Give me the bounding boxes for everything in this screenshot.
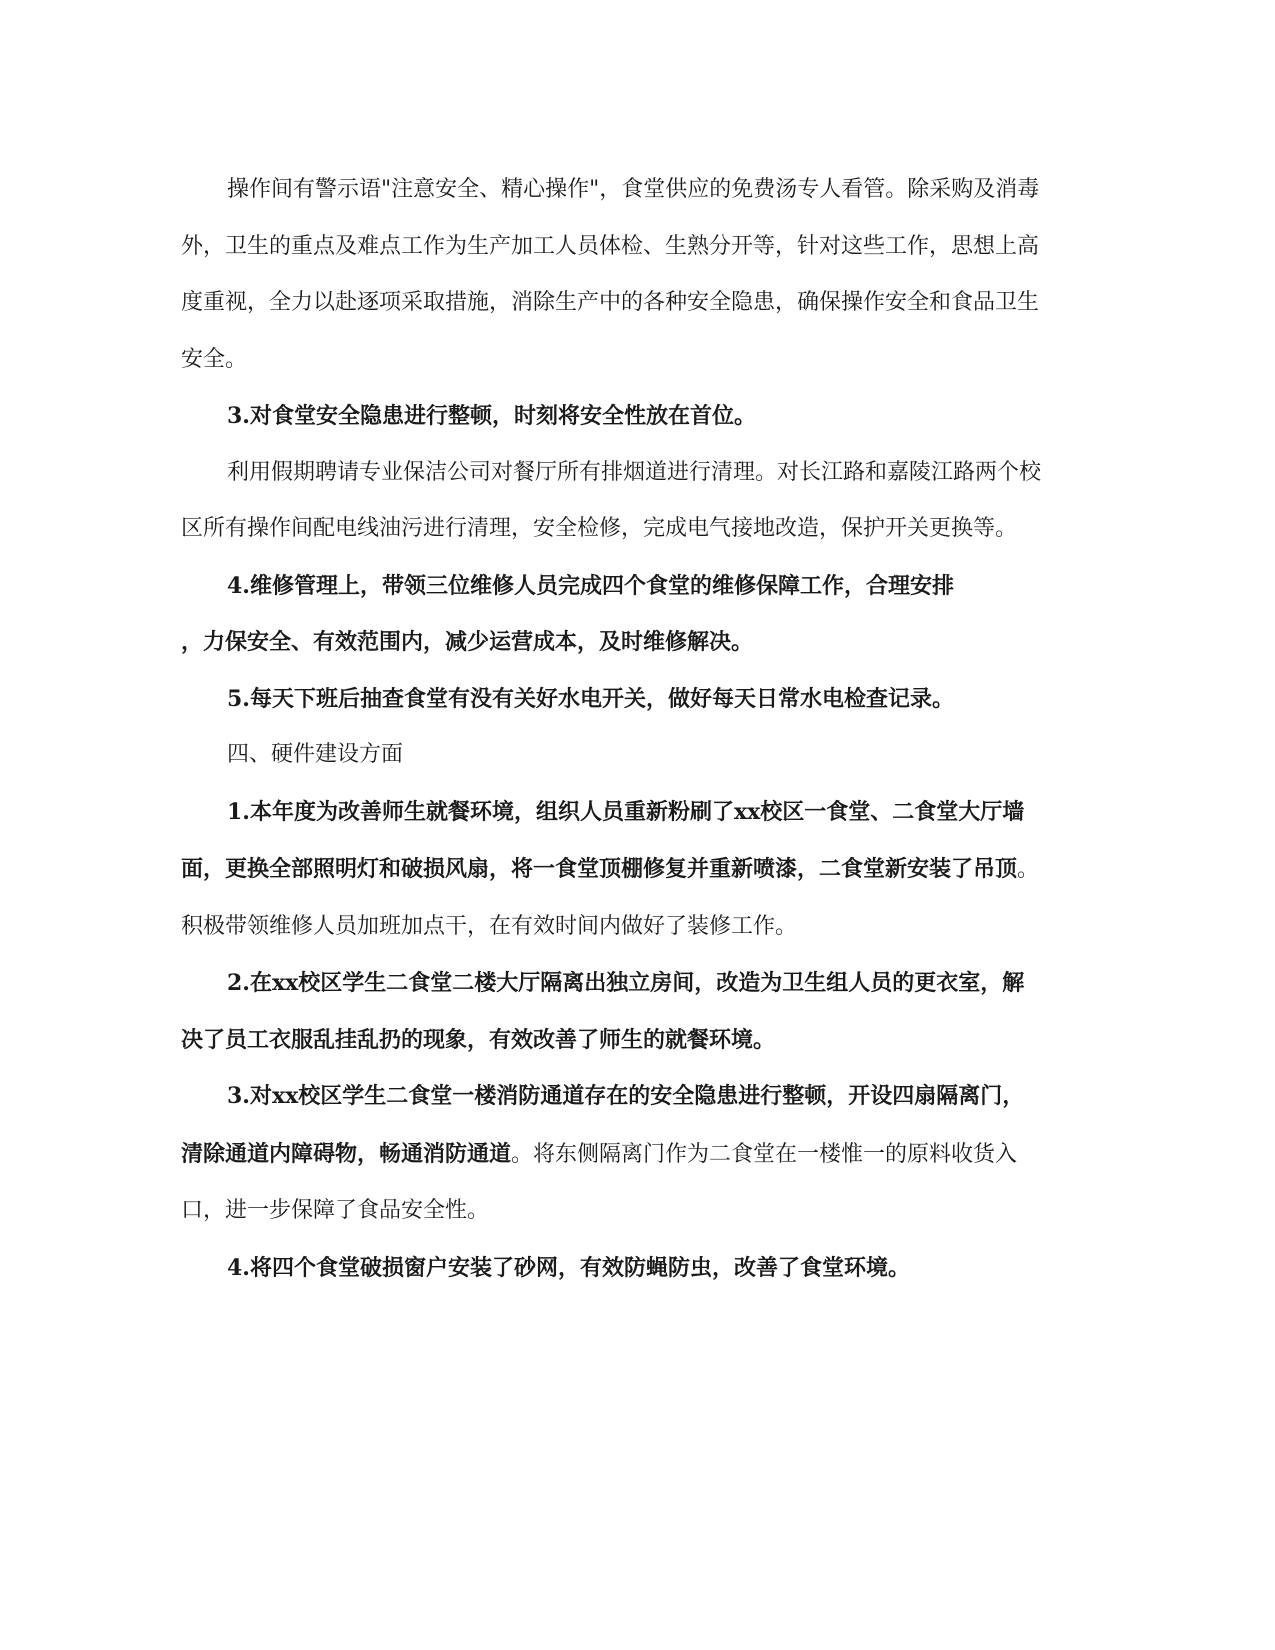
para-1: 操作间有警示语"注意安全、精心操作"，食堂供应的免费汤专人看管。除采购及消毒外，卫生的重点及难点工作为生产加工人员体检、生熟分开等，针对这些工作，思想上高度重视，全力以赴逐项采取措施，消除生产中的各种安全隐患，确保操作安全和食品卫生安全。	[181, 177, 1040, 372]
para-3-body: 利用假期聘请专业保洁公司对餐厅所有排烟道进行清理。对长江路和嘉陵江路两个校区所有操作间配电线油污进行清理，安全检修，完成电气接地改造，保护开关更换等。	[181, 459, 1042, 541]
heading-5: 5.每天下班后抽查食堂有没有关好水电开关，做好每天日常水电检查记录。	[227, 685, 954, 712]
item-1	[181, 784, 1041, 956]
item-4: 4.将四个食堂破损窗户安装了砂网，有效防蝇防虫，改善了食堂环境。	[227, 1254, 910, 1281]
document-page	[181, 162, 1041, 1296]
item-1-normal: 。积极带领维修人员加班加点干，在有效时间内做好了装修工作。	[181, 857, 1040, 939]
item-3	[181, 1068, 1041, 1240]
item-1-bold: 1.本年度为改善师生就餐环境，组织人员重新粉刷了xx校区一食堂、二食堂大厅墙面，更换全部照明灯和破损风扇，将一食堂顶棚修复并重新喷漆，二食堂新安装了吊顶	[181, 798, 1025, 882]
item-3-bold: 3.对xx校区学生二食堂一楼消防通道存在的安全隐患进行整顿，开设四扇隔离门，清除通道内障碍物，畅通消防通道	[181, 1083, 1025, 1167]
item-3-normal: 。将东侧隔离门作为二食堂在一楼惟一的原料收货入口，进一步保障了食品安全性。	[181, 1141, 1018, 1223]
heading-4-line1: 4.维修管理上，带领三位维修人员完成四个食堂的维修保障工作，合理安排	[227, 572, 954, 599]
item-2: 2.在xx校区学生二食堂二楼大厅隔离出独立房间，改造为卫生组人员的更衣室，解决了员工衣服乱挂乱扔的现象，有效改善了师生的就餐环境。	[181, 970, 1025, 1053]
heading-3: 3.对食堂安全隐患进行整顿，时刻将安全性放在首位。	[227, 403, 756, 429]
section-heading-4: 四、硬件建设方面	[227, 742, 404, 767]
heading-4-line2: ，力保安全、有效范围内，减少运营成本，及时维修解决。	[181, 629, 754, 655]
